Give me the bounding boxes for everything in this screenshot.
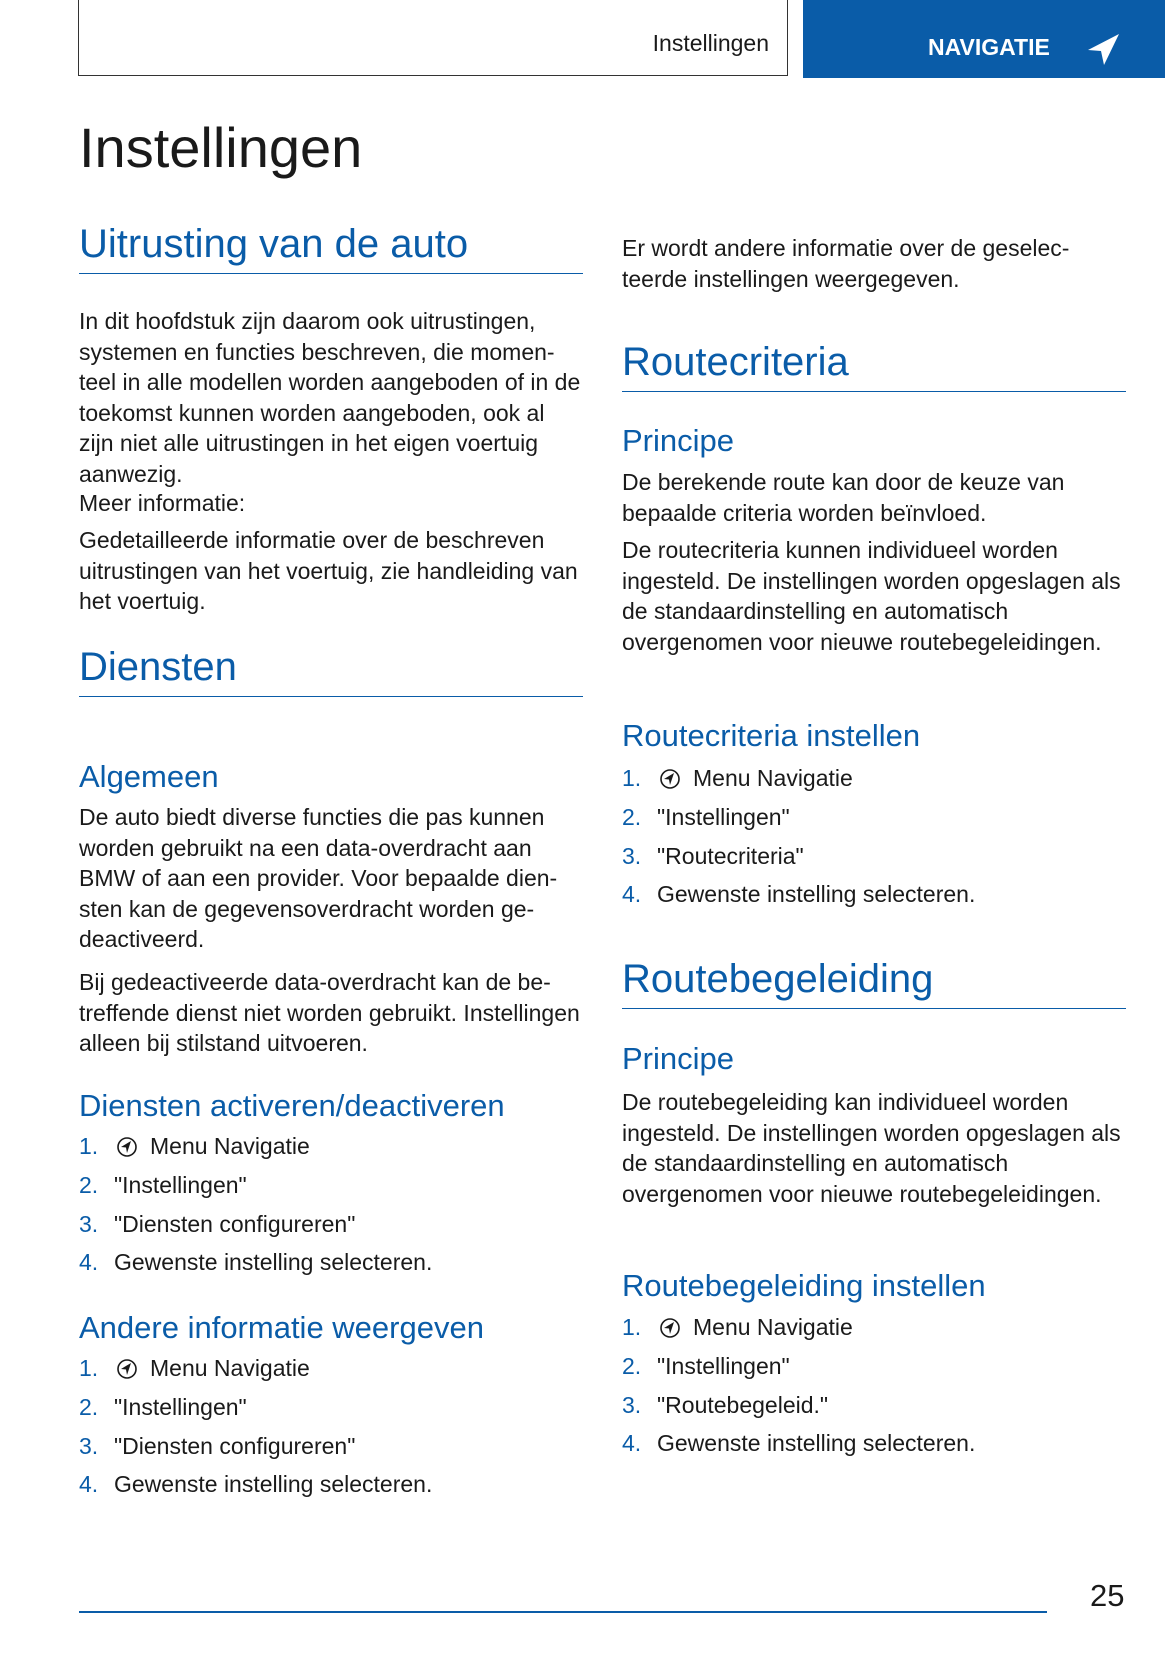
- heading-uitrusting: Uitrusting van de auto: [79, 222, 583, 274]
- heading-diensten: Diensten: [79, 645, 583, 697]
- list-item: 1. Menu Navigatie: [79, 1133, 310, 1159]
- list-item: 3. "Routebegeleid.": [622, 1392, 829, 1418]
- list-item: 2. "Instellingen": [79, 1394, 247, 1420]
- subheading-principe-routecriteria: Principe: [622, 423, 734, 458]
- heading-routecriteria: Routecriteria: [622, 340, 1126, 392]
- paragraph-routecriteria-2: De routecriteria kunnen individueel worden ingesteld. De instellingen worden opgeslagen als de standaardinstelling en automatisch overgenomen voor nieuwe routebegeleidingen.: [622, 537, 1121, 655]
- page-number: 25: [1090, 1578, 1125, 1613]
- list-item: 3. "Diensten configureren": [79, 1211, 356, 1237]
- paragraph-uitrusting-3: Gedetailleerde informatie over de beschreven uitrustingen van het voertuig, zie handleiding van het voertuig.: [79, 527, 578, 615]
- navigation-menu-icon: [657, 1316, 683, 1340]
- navigation-arrow-icon: [1085, 31, 1121, 67]
- navigation-menu-icon: [114, 1357, 140, 1381]
- footer-divider: [79, 1611, 1047, 1613]
- subheading-principe-routebegeleiding: Principe: [622, 1041, 734, 1076]
- list-item: 2. "Instellingen": [79, 1172, 247, 1198]
- page-title: Instellingen: [79, 116, 363, 179]
- subheading-algemeen: Algemeen: [79, 759, 219, 794]
- navigation-menu-icon: [114, 1135, 140, 1159]
- paragraph-algemeen-1: De auto biedt diverse functies die pas kunnen worden gebruikt na een data-overdracht aan BMW of aan een provider. Voor bepaalde diensten kan de gegevensoverdracht worden gedeactiveerd.: [79, 804, 558, 953]
- list-item: 3. "Routecriteria": [622, 843, 804, 869]
- list-item: 4. Gewenste instelling selecteren.: [622, 881, 976, 907]
- list-item: 4. Gewenste instelling selecteren.: [622, 1430, 976, 1456]
- list-item: 2. "Instellingen": [622, 804, 790, 830]
- header-section-title: Instellingen: [652, 30, 769, 56]
- subheading-routebegeleiding-instellen: Routebegeleiding instellen: [622, 1268, 986, 1303]
- list-item: 4. Gewenste instelling selecteren.: [79, 1249, 433, 1275]
- subheading-andere-informatie: Andere informatie weergeven: [79, 1310, 484, 1345]
- paragraph-routecriteria-1: De berekende route kan door de keuze van bepaalde criteria worden beïnvloed.: [622, 469, 1065, 526]
- paragraph-algemeen-2: Bij gedeactiveerde data-overdracht kan de betreffende dienst niet worden gebruikt. Instellingen alleen bij stilstand uitvoeren.: [79, 969, 580, 1057]
- list-item: 1. Menu Navigatie: [622, 765, 853, 791]
- list-item: 1. Menu Navigatie: [622, 1314, 853, 1340]
- list-item: 2. "Instellingen": [622, 1353, 790, 1379]
- chapter-tab-label: NAVIGATIE: [928, 34, 1050, 60]
- header-box: [78, 0, 788, 76]
- paragraph-intro: Er wordt andere informatie over de geselecteerde instellingen weergegeven.: [622, 235, 1070, 292]
- list-item: 4. Gewenste instelling selecteren.: [79, 1471, 433, 1497]
- navigation-menu-icon: [657, 767, 683, 791]
- subheading-diensten-activeren: Diensten activeren/deactiveren: [79, 1088, 505, 1123]
- heading-routebegeleiding: Routebegeleiding: [622, 957, 1126, 1009]
- list-item: 3. "Diensten configureren": [79, 1433, 356, 1459]
- chapter-tab-navigatie: [803, 0, 1165, 78]
- paragraph-routebegeleiding-1: De routebegeleiding kan individueel worden ingesteld. De instellingen worden opgeslagen als de standaardinstelling en automatisch overgenomen voor nieuwe routebegeleidingen.: [622, 1089, 1121, 1207]
- paragraph-uitrusting-1: In dit hoofdstuk zijn daarom ook uitrustingen, systemen en functies beschreven, die momenteel in alle modellen worden aangeboden of in de toekomst kunnen worden aangeboden, ook al zijn niet alle uitrustingen in het eigen voertuig aanwezig.: [79, 308, 581, 487]
- list-item: 1. Menu Navigatie: [79, 1355, 310, 1381]
- paragraph-uitrusting-2: Meer informatie:: [79, 490, 246, 516]
- subheading-routecriteria-instellen: Routecriteria instellen: [622, 718, 921, 753]
